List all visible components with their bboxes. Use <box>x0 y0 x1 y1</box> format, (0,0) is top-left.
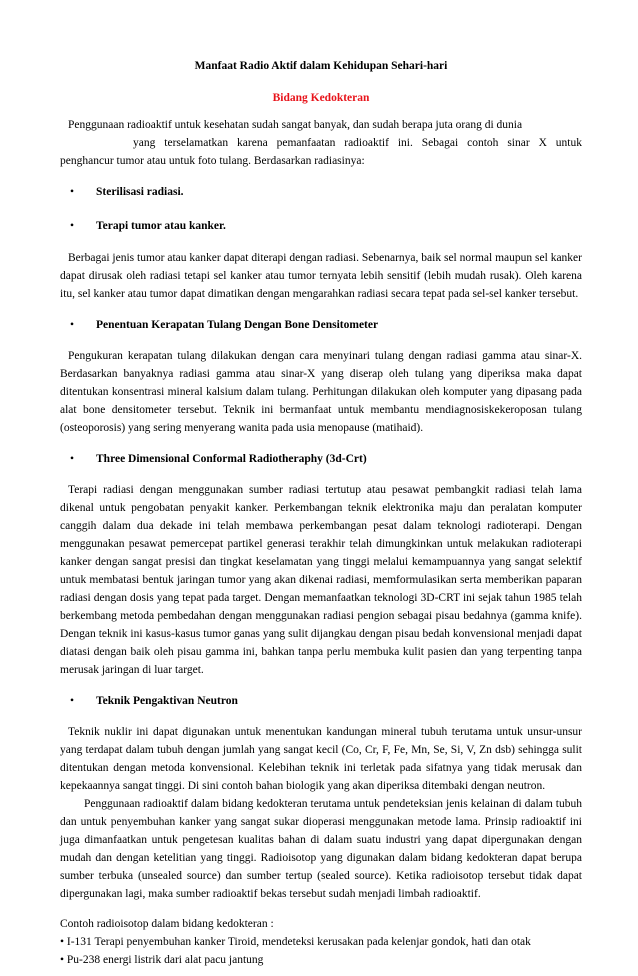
bullet-dot-icon: • <box>70 220 75 232</box>
bullet-label: Sterilisasi radiasi. <box>96 186 184 198</box>
document-page <box>60 57 582 969</box>
paragraph-tumor: Berbagai jenis tumor atau kanker dapat diterapi dengan radiasi. Sebenarnya, baik sel normal maupun sel kanker dapat dirusak oleh radiasi tetapi sel kanker atau tumor ternyata lebih sensitif (lebih mudah rusak). Oleh karena itu, sel kanker atau tumor dapat dimatikan dengan mengarahkan radiasi secara tepat pada sel-sel kanker tersebut. <box>60 252 582 300</box>
bullet-item <box>60 183 582 201</box>
examples-item: • Pu-238 energi listrik dari alat pacu jantung <box>60 954 264 966</box>
paragraph-neutron: Teknik nuklir ini dapat digunakan untuk menentukan kandungan mineral tubuh terutama untuk unsur-unsur yang terdapat dalam tubuh dengan jumlah yang sangat kecil (Co, Cr, F, Fe, Mn, Se, Si, V, Zn dsb) sehingga sulit ditentukan dengan metoda konvensional. Kelebihan teknik ini terletak pada sifatnya yang tidak merusak dan kepekaannya sangat tinggi. Di sini contoh bahan biologik yang akan diperiksa ditembaki dengan neutron. <box>60 726 582 792</box>
bullet-label: Terapi tumor atau kanker. <box>96 220 226 232</box>
bullet-label: Penentuan Kerapatan Tulang Dengan Bone Densitometer <box>96 319 379 331</box>
paragraph-summary: Penggunaan radioaktif dalam bidang kedokteran terutama untuk pendeteksian jenis kelainan di dalam tubuh dan untuk penyembuhan kanker yang sangat sukar dioperasi menggunakan metode lama. Prinsip radioaktif ini juga dimanfaatkan untuk pengetesan kualitas bahan di dalam suatu industri yang dapat dipergunakan dengan mudah dan dengan ketelitian yang tinggi. Radioisotop yang digunakan dalam bidang kedokteran dapat berupa sumber terbuka (unsealed source) dan sumber tertup (sealed source). Ketika radioisotop tersebut tidak dapat dipergunakan lagi, maka sumber radioaktif bekas tersebut sudah menjadi limbah radioaktif. <box>60 798 582 900</box>
document-title: Manfaat Radio Aktif dalam Kehidupan Sehari-hari <box>194 60 448 72</box>
examples-item: • I-131 Terapi penyembuhan kanker Tiroid, mendeteksi kerusakan pada kelenjar gondok, hati dan otak <box>60 936 531 948</box>
paragraph-densitometer: Pengukuran kerapatan tulang dilakukan dengan cara menyinari tulang dengan radiasi gamma atau sinar-X. Berdasarkan banyaknya radiasi gamma atau sinar-X yang diserap oleh tulang yang diperiksa maka dapat ditentukan konsentrasi mineral kalsium dalam tulang. Perhitungan dilakukan oleh komputer yang dipasang pada alat bone densitometer tersebut. Teknik ini bermanfaat untuk membantu mendiagnosiskekeroposan tulang (osteoporosis) yang sering menyerang wanita pada usia menopause (matihaid). <box>60 350 582 434</box>
section-heading: Bidang Kedokteran <box>272 92 370 104</box>
bullet-item <box>60 217 582 235</box>
paragraph-crt: Terapi radiasi dengan menggunakan sumber radiasi tertutup atau pesawat pembangkit radiasi telah lama dikenal untuk pengobatan penyakit kanker. Perkembangan teknik elektronika maju dan peralatan komputer canggih dalam dua dekade ini telah membawa perkembangan pesat dalam teknologi radioterapi. Dengan menggunakan pesawat pemercepat partikel generasi terakhir telah dimungkinkan untuk melakukan radioterapi kanker dengan sangat presisi dan tingkat keselamatan yang tinggi melalui kemampuannya yang sangat selektif untuk membatasi bentuk jaringan tumor yang akan dikenai radiasi, memformulasikan serta memberikan paparan radiasi dengan dosis yang tepat pada target. Dengan memanfaatkan teknologi 3D-CRT ini sejak tahun 1985 telah berkembang metoda pembedahan dengan menggunakan radiasi pengion sebagai pisau bedahnya (gamma knife). Dengan teknik ini kasus-kasus tumor ganas yang sulit dijangkau dengan pisau bedah konvensional menjadi dapat diatasi dengan baik oleh pisau gamma ini, bahkan tanpa perlu membuka kulit pasien dan yang terpenting tanpa merusak jaringan di luar target. <box>60 484 582 676</box>
bullet-dot-icon: • <box>70 453 75 465</box>
bullet-item <box>60 316 582 334</box>
intro-line-1: Penggunaan radioaktif untuk kesehatan sudah sangat banyak, dan sudah berapa juta orang di dunia <box>68 119 523 131</box>
intro-paragraph <box>60 116 582 170</box>
bullet-label: Three Dimensional Conformal Radiotheraphy (3d-Crt) <box>96 453 367 465</box>
examples-heading: Contoh radioisotop dalam bidang kedokteran : <box>60 918 274 930</box>
bullet-label: Teknik Pengaktivan Neutron <box>96 695 238 707</box>
bullet-dot-icon: • <box>70 186 75 198</box>
intro-line-2: yang terselamatkan karena pemanfaatan radioaktif ini. Sebagai contoh sinar X untuk <box>133 137 582 149</box>
bullet-dot-icon: • <box>70 695 75 707</box>
bullet-item <box>60 450 582 468</box>
intro-line-3: penghancur tumor atau untuk foto tulang. Berdasarkan radiasinya: <box>60 155 365 167</box>
bullet-dot-icon: • <box>70 319 75 331</box>
bullet-item <box>60 692 582 710</box>
